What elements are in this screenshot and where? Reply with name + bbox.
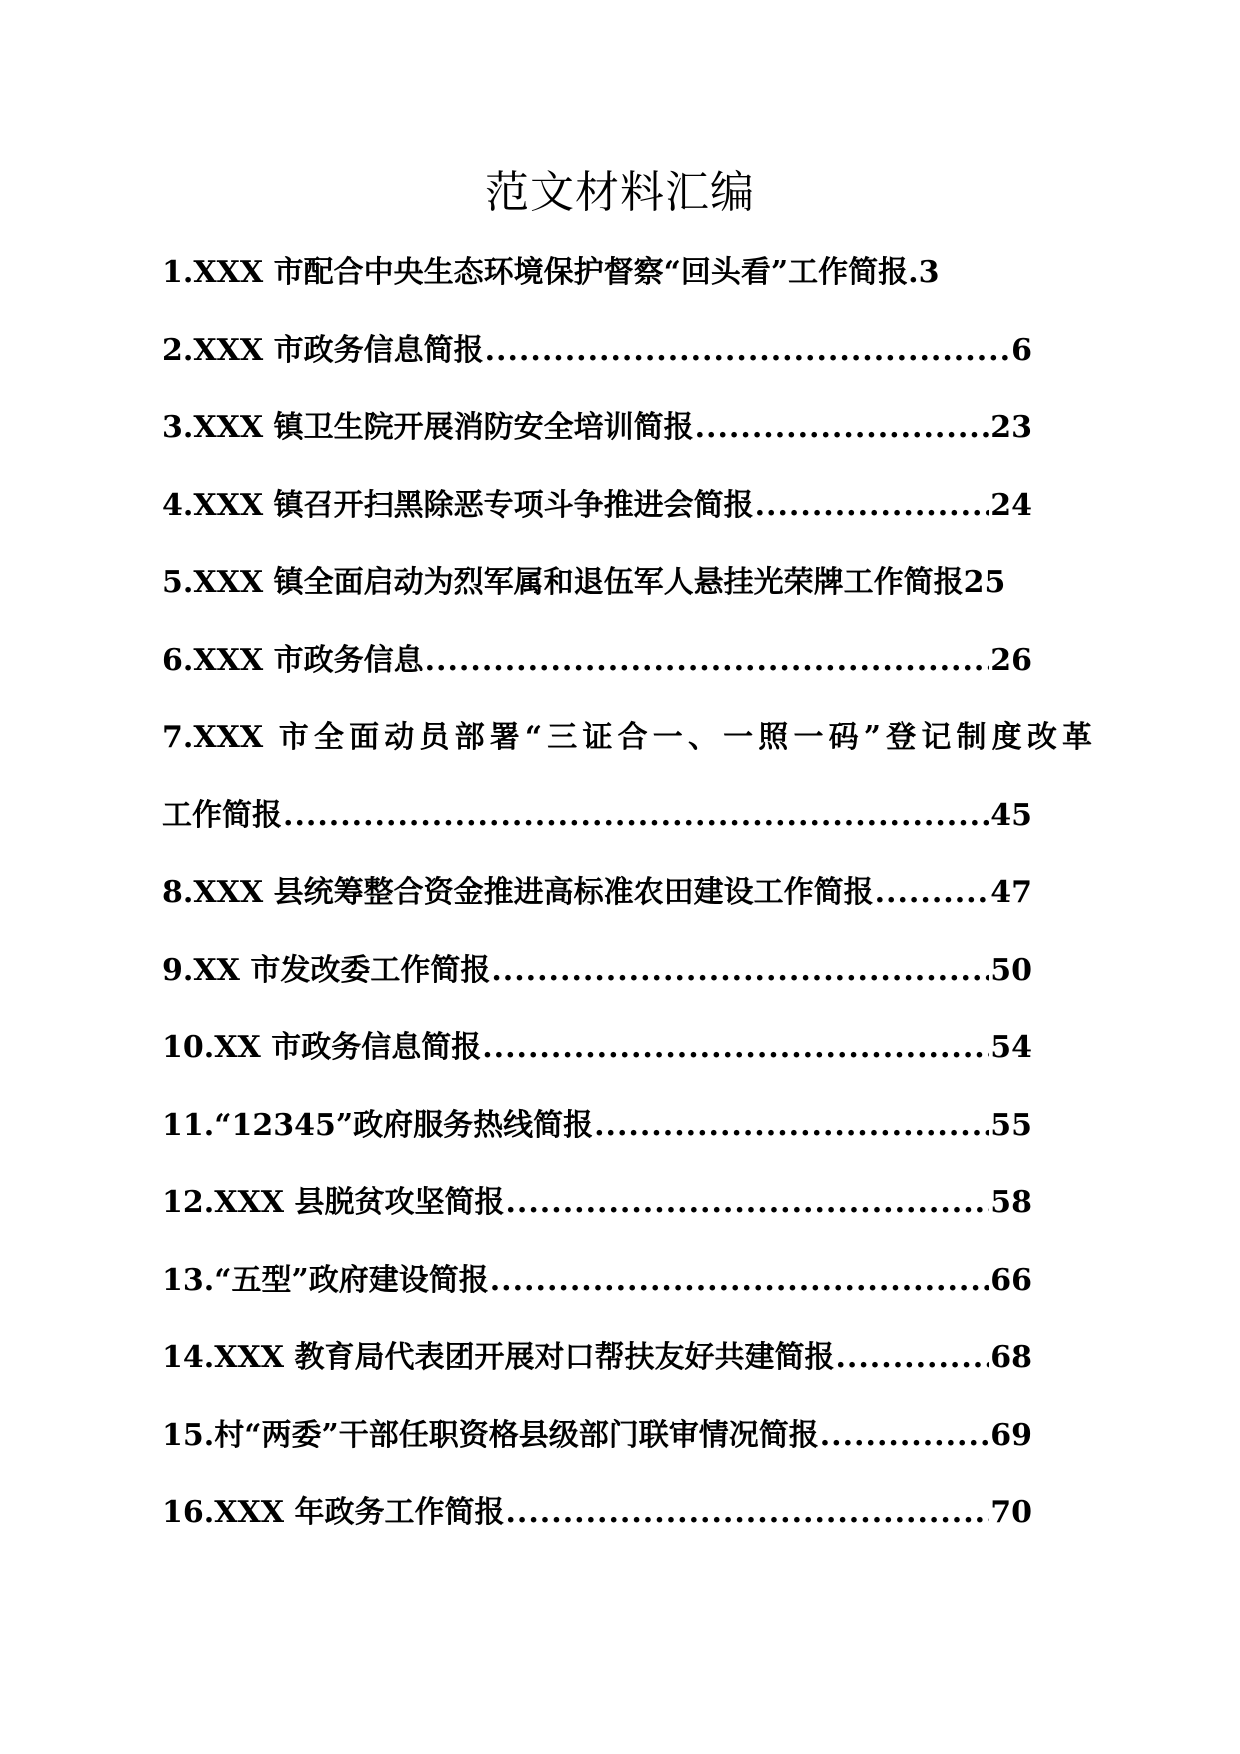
dot-leader <box>485 326 1011 376</box>
toc-entry-4[interactable] <box>162 481 1032 559</box>
dot-leader <box>425 636 990 686</box>
toc-page-number: 55 <box>990 1107 1032 1143</box>
toc-entry-11[interactable] <box>162 1101 1032 1179</box>
toc-entry-title: 5.XXX 镇全面启动为烈军属和退伍军人悬挂光荣牌工作简报 <box>162 565 964 600</box>
toc-page-number: 69 <box>990 1417 1032 1453</box>
toc-page-number: 24 <box>990 487 1032 523</box>
toc-entry-6[interactable] <box>162 636 1032 714</box>
dot-leader <box>283 791 989 841</box>
toc-entry-9[interactable] <box>162 946 1032 1024</box>
toc-entry-title: 7.XXX 市全面动员部署“三证合一、一照一码”登记制度改革 <box>162 720 1092 755</box>
toc-page-number: 54 <box>990 1030 1032 1065</box>
toc-entry-8[interactable] <box>162 868 1032 946</box>
toc-page-number: 50 <box>990 952 1032 988</box>
toc-entry-title: 8.XXX 县统筹整合资金推进高标准农田建设工作简报 <box>162 875 874 910</box>
dot-leader <box>875 868 990 918</box>
toc-entry-16[interactable] <box>162 1488 1032 1566</box>
dot-leader <box>490 1256 990 1306</box>
document-title: 范文材料汇编 <box>485 167 755 218</box>
toc-entry-14[interactable] <box>162 1333 1032 1411</box>
dot-leader <box>505 1178 989 1228</box>
toc-page-number: 26 <box>990 642 1032 678</box>
toc-entry-title: 3.XXX 镇卫生院开展消防安全培训简报 <box>162 410 694 445</box>
dot-leader <box>835 1333 989 1383</box>
toc-page-number: 45 <box>990 797 1032 833</box>
toc-entry-12[interactable] <box>162 1178 1032 1256</box>
toc-entry-title: 14.XXX 教育局代表团开展对口帮扶友好共建简报 <box>162 1340 835 1375</box>
toc-entry-3[interactable] <box>162 403 1032 481</box>
toc-entry-title: 1.XXX 市配合中央生态环境保护督察“回头看”工作简报. <box>162 255 919 290</box>
toc-entry-title: 10.XX 市政务信息简报 <box>162 1030 482 1065</box>
toc-entry-continuation <box>162 791 1032 869</box>
toc-page-number: 47 <box>990 875 1032 910</box>
dot-leader <box>820 1411 990 1461</box>
dot-leader <box>594 1101 989 1151</box>
table-of-contents <box>162 248 1092 1566</box>
toc-entry-title: 15.村“两委”干部任职资格县级部门联审情况简报 <box>162 1417 819 1453</box>
dot-leader <box>695 403 990 453</box>
toc-entry-10[interactable] <box>162 1023 1032 1101</box>
toc-entry-title: 6.XXX 市政务信息 <box>162 642 424 678</box>
toc-entry-title: 16.XXX 年政务工作简报 <box>162 1495 505 1530</box>
toc-entry-title: 11.“12345”政府服务热线简报 <box>162 1107 594 1143</box>
dot-leader <box>482 1023 989 1073</box>
dot-leader <box>491 946 989 996</box>
toc-page-number: 23 <box>990 410 1032 445</box>
toc-page-number: 70 <box>990 1495 1032 1530</box>
toc-entry-1[interactable] <box>162 248 1032 326</box>
toc-entry-title: 9.XX 市发改委工作简报 <box>162 952 491 988</box>
toc-page-number: 58 <box>990 1185 1032 1220</box>
dot-leader <box>505 1488 989 1538</box>
toc-entry-15[interactable] <box>162 1411 1032 1489</box>
toc-page-number: 3 <box>918 255 940 290</box>
toc-entry-title: 4.XXX 镇召开扫黑除恶专项斗争推进会简报 <box>162 487 754 523</box>
toc-page-number: 66 <box>990 1262 1032 1298</box>
toc-page-number: 6 <box>1011 332 1032 368</box>
dot-leader <box>755 481 990 531</box>
toc-entry-2[interactable] <box>162 326 1032 404</box>
toc-entry-5[interactable] <box>162 558 1092 636</box>
toc-page-number: 25 <box>963 565 1006 600</box>
toc-entry-title: 2.XXX 市政务信息简报 <box>162 332 484 368</box>
toc-entry-7[interactable] <box>162 713 1092 868</box>
toc-entry-title-continued: 工作简报 <box>162 797 282 833</box>
toc-entry-13[interactable] <box>162 1256 1032 1334</box>
toc-entry-title: 13.“五型”政府建设简报 <box>162 1262 489 1298</box>
toc-entry-title: 12.XXX 县脱贫攻坚简报 <box>162 1185 505 1220</box>
toc-page-number: 68 <box>990 1340 1032 1375</box>
